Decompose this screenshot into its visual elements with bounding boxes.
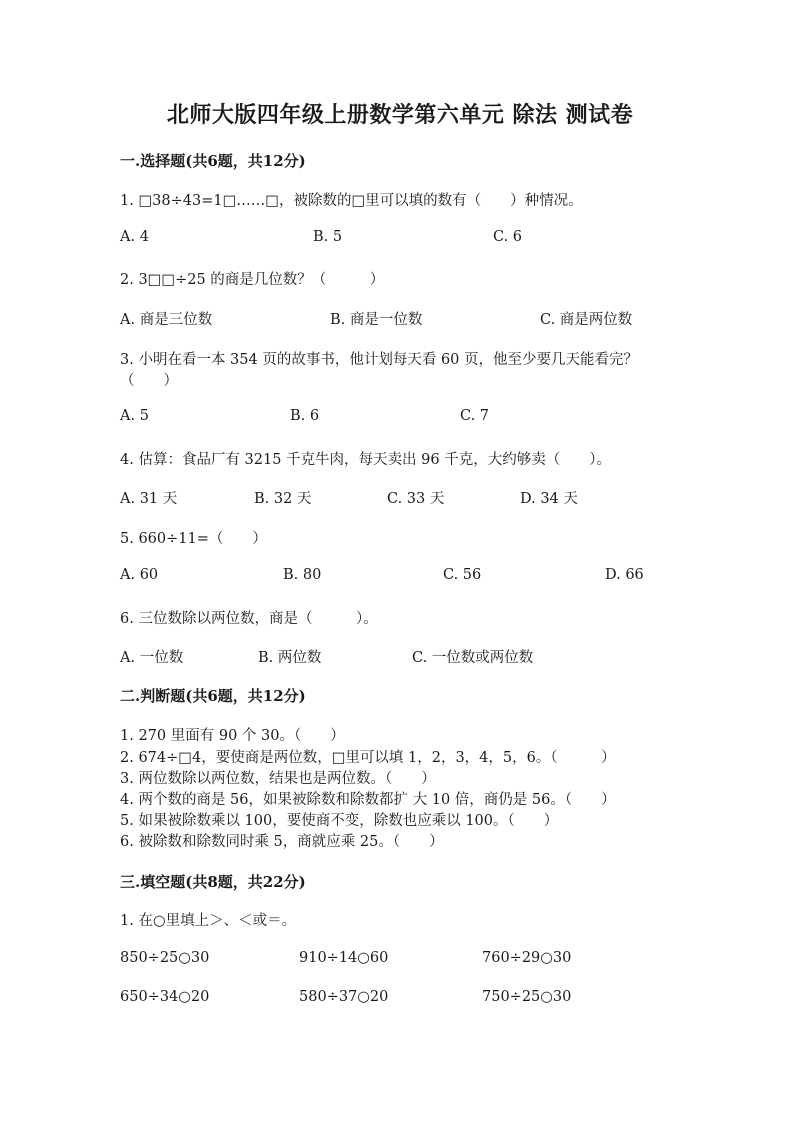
- q5-option-b: B. 80: [283, 567, 322, 583]
- question-6: 6. 三位数除以两位数，商是（ ）。: [120, 611, 378, 627]
- q6-option-c: C. 一位数或两位数: [412, 650, 534, 666]
- section-heading-choice: 一.选择题(共6题，共12分): [120, 152, 306, 170]
- judgment-item-1: 1. 270 里面有 90 个 30。（ ）: [120, 728, 345, 744]
- compare-item: 580÷37○20: [299, 989, 389, 1005]
- q2-option-b: B. 商是一位数: [330, 312, 423, 328]
- q3-option-a: A. 5: [120, 408, 149, 424]
- judgment-item-3: 3. 两位数除以两位数，结果也是两位数。（ ）: [120, 771, 436, 787]
- compare-item: 850÷25○30: [120, 950, 210, 966]
- judgment-item-5: 5. 如果被除数乘以 100，要使商不变，除数也应乘以 100。（ ）: [120, 813, 559, 829]
- q2-option-c: C. 商是两位数: [540, 312, 633, 328]
- fill-question-1: 1. 在○里填上＞、＜或＝。: [120, 913, 297, 929]
- q3-option-b: B. 6: [290, 408, 320, 424]
- q1-option-c: C. 6: [493, 229, 523, 245]
- question-2: 2. 3□□÷25 的商是几位数？（ ）: [120, 272, 385, 288]
- question-4: 4. 估算：食品厂有 3215 千克牛肉，每天卖出 96 千克，大约够卖（ ）。: [120, 452, 611, 468]
- judgment-item-2: 2. 674÷□4，要使商是两位数，□里可以填 1，2，3，4，5，6。（ ）: [120, 750, 616, 766]
- question-5: 5. 660÷11=（ ）: [120, 531, 267, 547]
- compare-item: 750÷25○30: [482, 989, 572, 1005]
- q5-option-a: A. 60: [120, 567, 159, 583]
- question-3-continuation: （ ）: [120, 373, 178, 389]
- q4-option-c: C. 33 天: [387, 491, 445, 507]
- q4-option-b: B. 32 天: [254, 491, 312, 507]
- q6-option-b: B. 两位数: [258, 650, 322, 666]
- compare-item: 760÷29○30: [482, 950, 572, 966]
- judgment-item-4: 4. 两个数的商是 56，如果被除数和除数都扩 大 10 倍，商仍是 56。（ ）: [120, 792, 616, 808]
- q4-option-a: A. 31 天: [120, 491, 178, 507]
- q1-option-a: A. 4: [120, 229, 149, 245]
- q1-option-b: B. 5: [313, 229, 343, 245]
- q3-option-c: C. 7: [460, 408, 490, 424]
- q4-option-d: D. 34 天: [520, 491, 578, 507]
- page-title: 北师大版四年级上册数学第六单元 除法 测试卷: [166, 102, 634, 128]
- question-1: 1. □38÷43=1□……□，被除数的□里可以填的数有（ ）种情况。: [120, 193, 583, 209]
- section-heading-fill-blank: 三.填空题(共8题，共22分): [120, 873, 306, 891]
- q2-option-a: A. 商是三位数: [120, 312, 213, 328]
- judgment-item-6: 6. 被除数和除数同时乘 5，商就应乘 25。（ ）: [120, 834, 444, 850]
- question-3: 3. 小明在看一本 354 页的故事书，他计划每天看 60 页，他至少要几天能看完？: [120, 352, 639, 368]
- compare-item: 650÷34○20: [120, 989, 210, 1005]
- q5-option-d: D. 66: [605, 567, 644, 583]
- compare-item: 910÷14○60: [299, 950, 389, 966]
- section-heading-judgment: 二.判断题(共6题，共12分): [120, 687, 306, 705]
- q6-option-a: A. 一位数: [120, 650, 184, 666]
- q5-option-c: C. 56: [443, 567, 482, 583]
